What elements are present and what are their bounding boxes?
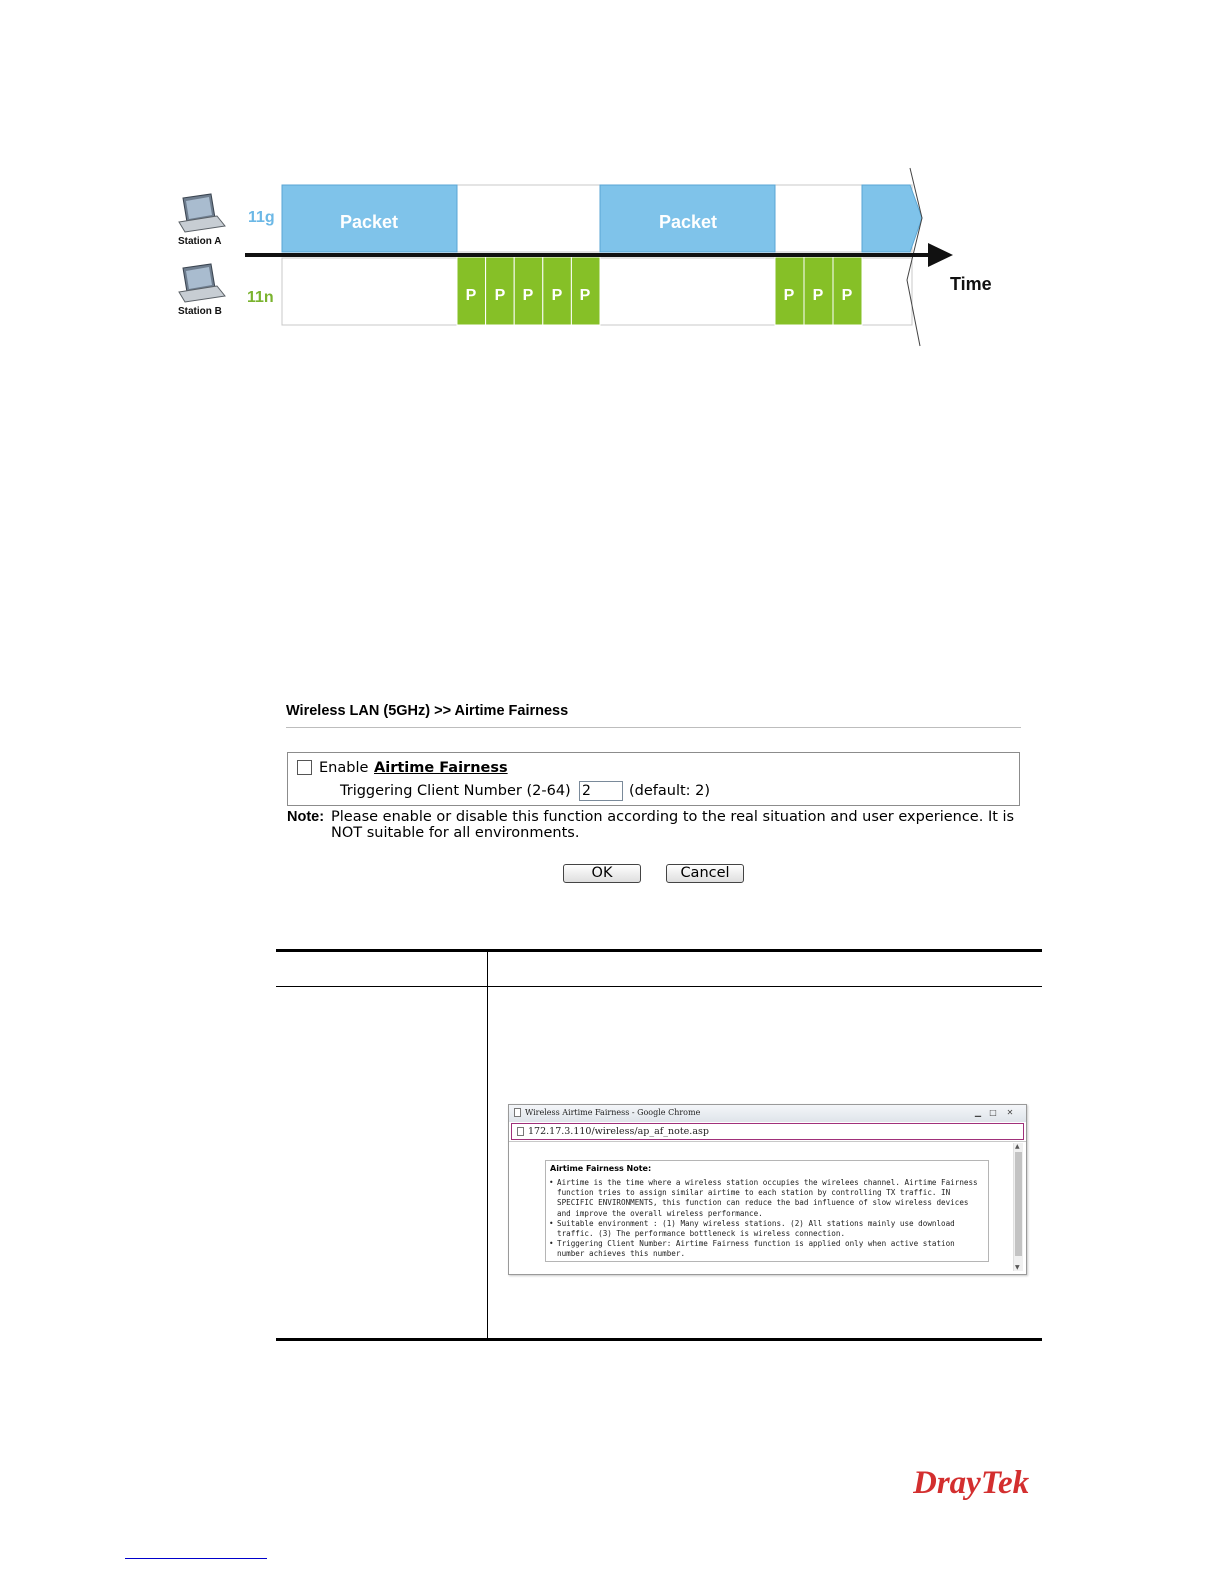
ok-button[interactable]: OK bbox=[563, 864, 641, 883]
address-bar[interactable] bbox=[511, 1123, 1024, 1140]
draytek-logo bbox=[913, 1462, 1053, 1502]
table-top-rule bbox=[276, 949, 1042, 952]
p-label: P bbox=[783, 287, 795, 304]
note-bullet-list bbox=[549, 1178, 985, 1260]
packet-label-2: Packet bbox=[658, 212, 718, 232]
laptop-icon-station-a bbox=[179, 194, 225, 232]
logo-text-tek: Tek bbox=[980, 1465, 1030, 1501]
time-label: Time bbox=[950, 274, 992, 294]
page-title: Wireless LAN (5GHz) >> Airtime Fairness bbox=[286, 703, 569, 719]
minimize-icon[interactable]: ▁ bbox=[974, 1108, 982, 1117]
address-url: 172.17.3.110/wireless/ap_af_note.asp bbox=[528, 1126, 709, 1137]
note-label: Note: bbox=[287, 809, 325, 825]
title-divider bbox=[286, 727, 1021, 728]
p-block-group-1 bbox=[457, 257, 600, 325]
enable-airtime-fairness-checkbox[interactable] bbox=[297, 760, 312, 775]
page-icon bbox=[514, 1108, 521, 1117]
note-text: Please enable or disable this function according to the real situation and user experience. It is NOT suitable for all environments. bbox=[331, 809, 1015, 841]
airtime-fairness-note-box bbox=[545, 1160, 989, 1262]
address-divider bbox=[509, 1141, 1026, 1142]
laptop-icon-station-b bbox=[179, 264, 225, 302]
airtime-fairness-link[interactable]: Airtime Fairness bbox=[374, 760, 508, 776]
table-header-rule bbox=[276, 986, 1042, 987]
enable-label: Enable bbox=[319, 760, 369, 776]
window-title: Wireless Airtime Fairness - Google Chrome bbox=[525, 1108, 701, 1117]
maximize-icon[interactable]: □ bbox=[989, 1108, 997, 1117]
p-label: P bbox=[841, 287, 853, 304]
packet-label-1: Packet bbox=[339, 212, 399, 232]
logo-text-dray: Dray bbox=[913, 1465, 981, 1501]
window-title-bar bbox=[509, 1105, 1026, 1122]
p-block-group-2 bbox=[775, 257, 862, 325]
p-label: P bbox=[579, 287, 591, 304]
packet-block-partial bbox=[862, 185, 922, 252]
p-label: P bbox=[522, 287, 534, 304]
p-label: P bbox=[494, 287, 506, 304]
table-column-divider bbox=[487, 951, 488, 1340]
station-a-label: Station A bbox=[178, 236, 222, 247]
triggering-client-number-label: Triggering Client Number (2-64) bbox=[340, 783, 571, 799]
document-icon bbox=[517, 1127, 524, 1136]
scrollbar-thumb[interactable] bbox=[1015, 1152, 1022, 1256]
close-icon[interactable]: ✕ bbox=[1006, 1108, 1014, 1117]
lane-a-standard-label: 11g bbox=[248, 209, 275, 226]
p-label: P bbox=[551, 287, 563, 304]
vertical-scrollbar[interactable] bbox=[1013, 1143, 1023, 1271]
airtime-timing-diagram bbox=[165, 160, 1015, 360]
table-bottom-rule bbox=[276, 1338, 1042, 1341]
note-box-title: Airtime Fairness Note: bbox=[550, 1164, 652, 1173]
list-item: • Suitable environment : (1) Many wireless stations. (2) All stations mainly use download traffic. (3) The performance bottleneck is wireless connection. bbox=[549, 1219, 985, 1239]
svg-text:DrayTek bbox=[913, 1465, 1030, 1501]
scroll-up-icon[interactable]: ▲ bbox=[1015, 1143, 1020, 1150]
time-axis-arrowhead bbox=[928, 243, 953, 267]
cancel-button[interactable]: Cancel bbox=[666, 864, 744, 883]
p-label: P bbox=[812, 287, 824, 304]
station-b-label: Station B bbox=[178, 306, 222, 317]
triggering-client-number-input[interactable] bbox=[579, 781, 623, 801]
footer-link-rule bbox=[125, 1558, 267, 1559]
list-item: • Triggering Client Number: Airtime Fairness function is applied only when active station number achieves this number. bbox=[549, 1239, 985, 1259]
list-item: • Airtime is the time where a wireless station occupies the wirelees channel. Airtime Fairness function tries to assign similar airtime to each station by controlling TX traffic. IN SPECIFIC ENVIRONMENTS, this function can reduce the bad influence of slow wireless devices and improve the overall wireless performance. bbox=[549, 1178, 985, 1219]
scroll-down-icon[interactable]: ▼ bbox=[1015, 1264, 1020, 1271]
p-label: P bbox=[465, 287, 477, 304]
airtime-fairness-note-window bbox=[508, 1104, 1027, 1275]
default-value-hint: (default: 2) bbox=[629, 783, 711, 799]
lane-b-standard-label: 11n bbox=[247, 289, 274, 306]
